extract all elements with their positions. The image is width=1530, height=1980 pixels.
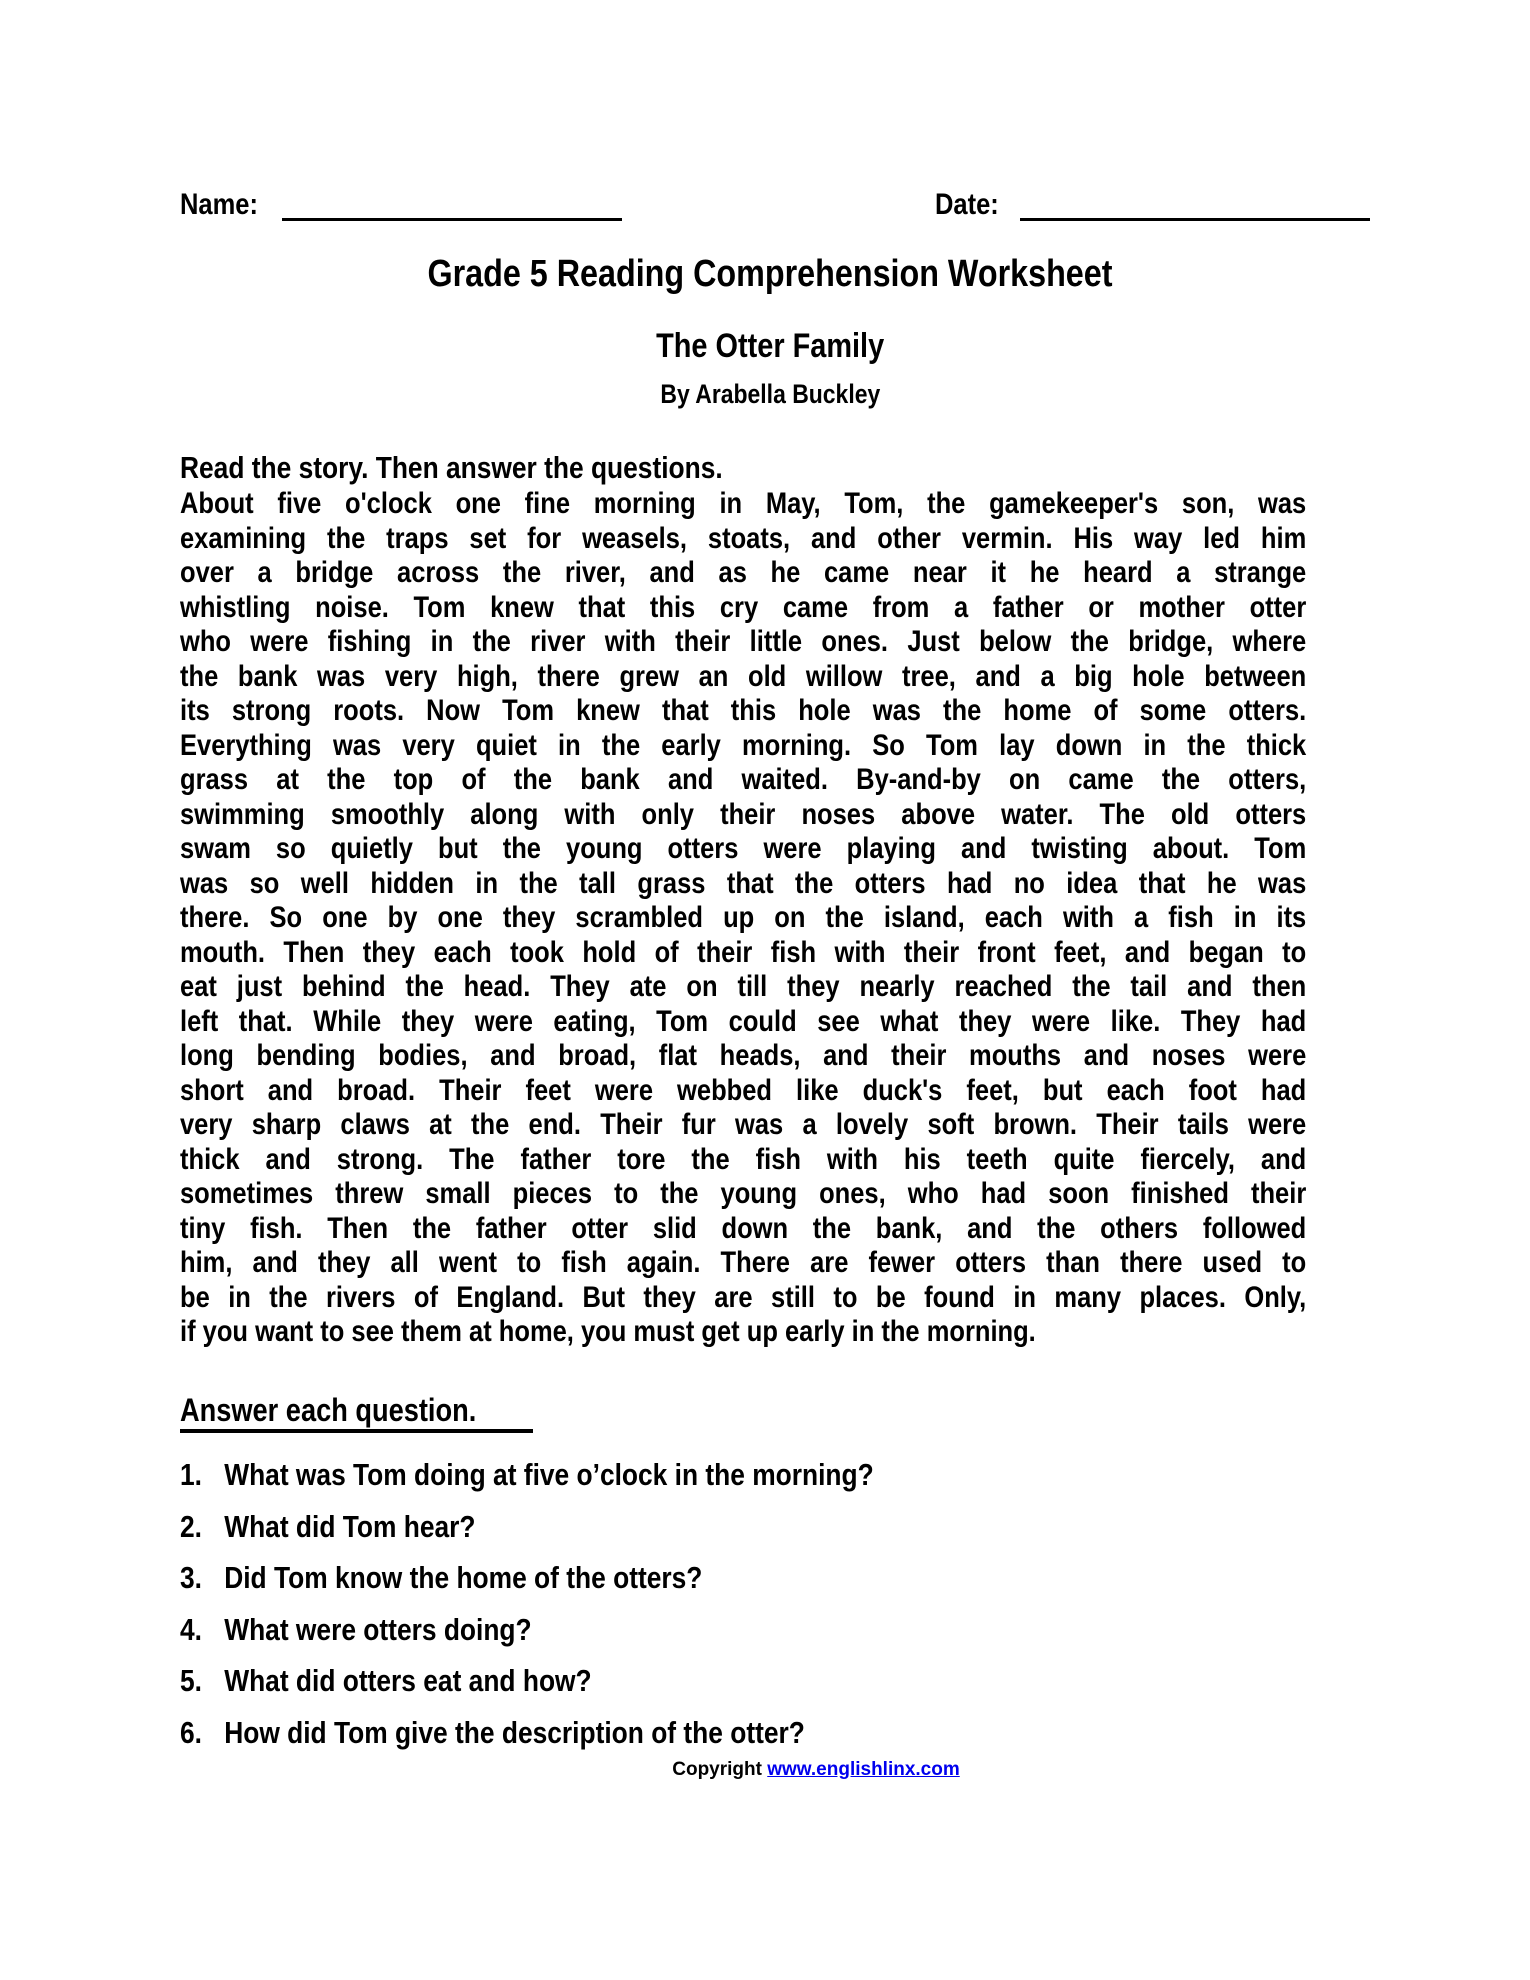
instructions-text: Read the story. Then answer the questions. <box>180 450 723 485</box>
story-title-text: The Otter Family <box>655 327 885 365</box>
story-line: thick and strong. The father tore the fish with his teeth quite fiercely, and <box>180 1142 1307 1176</box>
question-item <box>180 1561 996 1595</box>
question-number: 2. <box>180 1508 202 1544</box>
story-line: whistling noise. Tom knew that this cry came from a father or mother otter <box>180 590 1307 624</box>
story-line: him, and they all went to fish again. There are fewer otters than there used to <box>180 1246 1307 1279</box>
question-number: 4. <box>180 1611 202 1647</box>
date-label-text: Date: <box>935 188 999 221</box>
name-blank-line <box>282 218 622 221</box>
story-byline-text: By Arabella Buckley <box>660 379 880 409</box>
question-item <box>180 1664 996 1698</box>
instructions <box>180 450 819 485</box>
question-item <box>180 1510 996 1544</box>
question-number: 3. <box>180 1560 202 1595</box>
story-paragraph <box>180 487 1306 1350</box>
story-line: sometimes threw small pieces to the young ones, who had soon finished their <box>180 1177 1307 1210</box>
question-number: 5. <box>180 1663 202 1698</box>
story-line: swam so quietly but the young otters were playing and twisting about. Tom <box>180 832 1307 865</box>
question-number: 6. <box>180 1714 202 1750</box>
story-line: long bending bodies, and broad, flat heads, and their mouths and noses were <box>180 1039 1307 1072</box>
story-line: examining the traps set for weasels, stoats, and other vermin. His way led him <box>180 521 1307 555</box>
story-line: eat just behind the head. They ate on till they nearly reached the tail and then <box>180 970 1307 1003</box>
worksheet-title <box>180 252 1360 296</box>
question-text: Did Tom know the home of the otters? <box>224 1560 703 1595</box>
answer-heading-text: Answer each question. <box>180 1392 477 1428</box>
copyright-link[interactable]: www.englishlinx.com <box>767 1759 960 1780</box>
question-item <box>180 1458 996 1492</box>
question-text: What were otters doing? <box>224 1611 532 1647</box>
answer-heading <box>180 1392 533 1433</box>
question-text: How did Tom give the description of the otter? <box>224 1714 805 1750</box>
story-line: its strong roots. Now Tom knew that this hole was the home of some otters. <box>180 694 1307 727</box>
date-label <box>935 188 1010 222</box>
date-field-group <box>935 188 1370 222</box>
story-line: swimming smoothly along with only their noses above water. The old otters <box>180 797 1307 831</box>
story-byline <box>180 378 1360 410</box>
story-title <box>180 326 1360 366</box>
copyright-label: Copyright <box>672 1759 768 1780</box>
worksheet-title-text: Grade 5 Reading Comprehension Worksheet <box>427 253 1113 295</box>
story-line: there. So one by one they scrambled up on the island, each with a fish in its <box>180 901 1307 934</box>
story-line: if you want to see them at home, you must get up early in the morning. <box>180 1315 1036 1348</box>
story-line: very sharp claws at the end. Their fur was a lovely soft brown. Their tails were <box>180 1108 1307 1141</box>
story-line: mouth. Then they each took hold of their fish with their front feet, and began to <box>180 935 1307 969</box>
story-line: Everything was very quiet in the early morning. So Tom lay down in the thick <box>180 728 1307 762</box>
name-field-group <box>180 188 622 222</box>
story-line: who were fishing in the river with their little ones. Just below the bridge, where <box>180 625 1307 658</box>
story-line: left that. While they were eating, Tom could see what they were like. They had <box>180 1004 1307 1038</box>
story-line: About five o'clock one fine morning in May, Tom, the gamekeeper's son, was <box>180 487 1307 520</box>
story-line: tiny fish. Then the father otter slid down the bank, and the others followed <box>180 1211 1307 1245</box>
question-text: What was Tom doing at five o’clock in the morning? <box>224 1457 874 1492</box>
name-label-text: Name: <box>180 188 258 221</box>
story-line: be in the rivers of England. But they are still to be found in many places. Only, <box>180 1280 1307 1314</box>
answer-section <box>180 1392 533 1428</box>
question-item <box>180 1613 996 1647</box>
footer <box>226 1758 1406 1782</box>
story-line: short and broad. Their feet were webbed like duck's feet, but each foot had <box>180 1073 1307 1107</box>
story-line: the bank was very high, there grew an old willow tree, and a big hole between <box>180 659 1307 693</box>
name-label <box>180 188 272 222</box>
date-blank-line <box>1020 218 1370 221</box>
question-list <box>180 1458 996 1767</box>
question-item <box>180 1716 996 1750</box>
question-text: What did otters eat and how? <box>224 1663 592 1698</box>
story-line: was so well hidden in the tall grass that the otters had no idea that he was <box>180 866 1307 900</box>
question-text: What did Tom hear? <box>224 1508 476 1544</box>
story-line: grass at the top of the bank and waited. By-and-by on came the otters, <box>180 763 1307 796</box>
story-line: over a bridge across the river, and as he came near it he heard a strange <box>180 556 1307 589</box>
question-number: 1. <box>180 1457 202 1492</box>
